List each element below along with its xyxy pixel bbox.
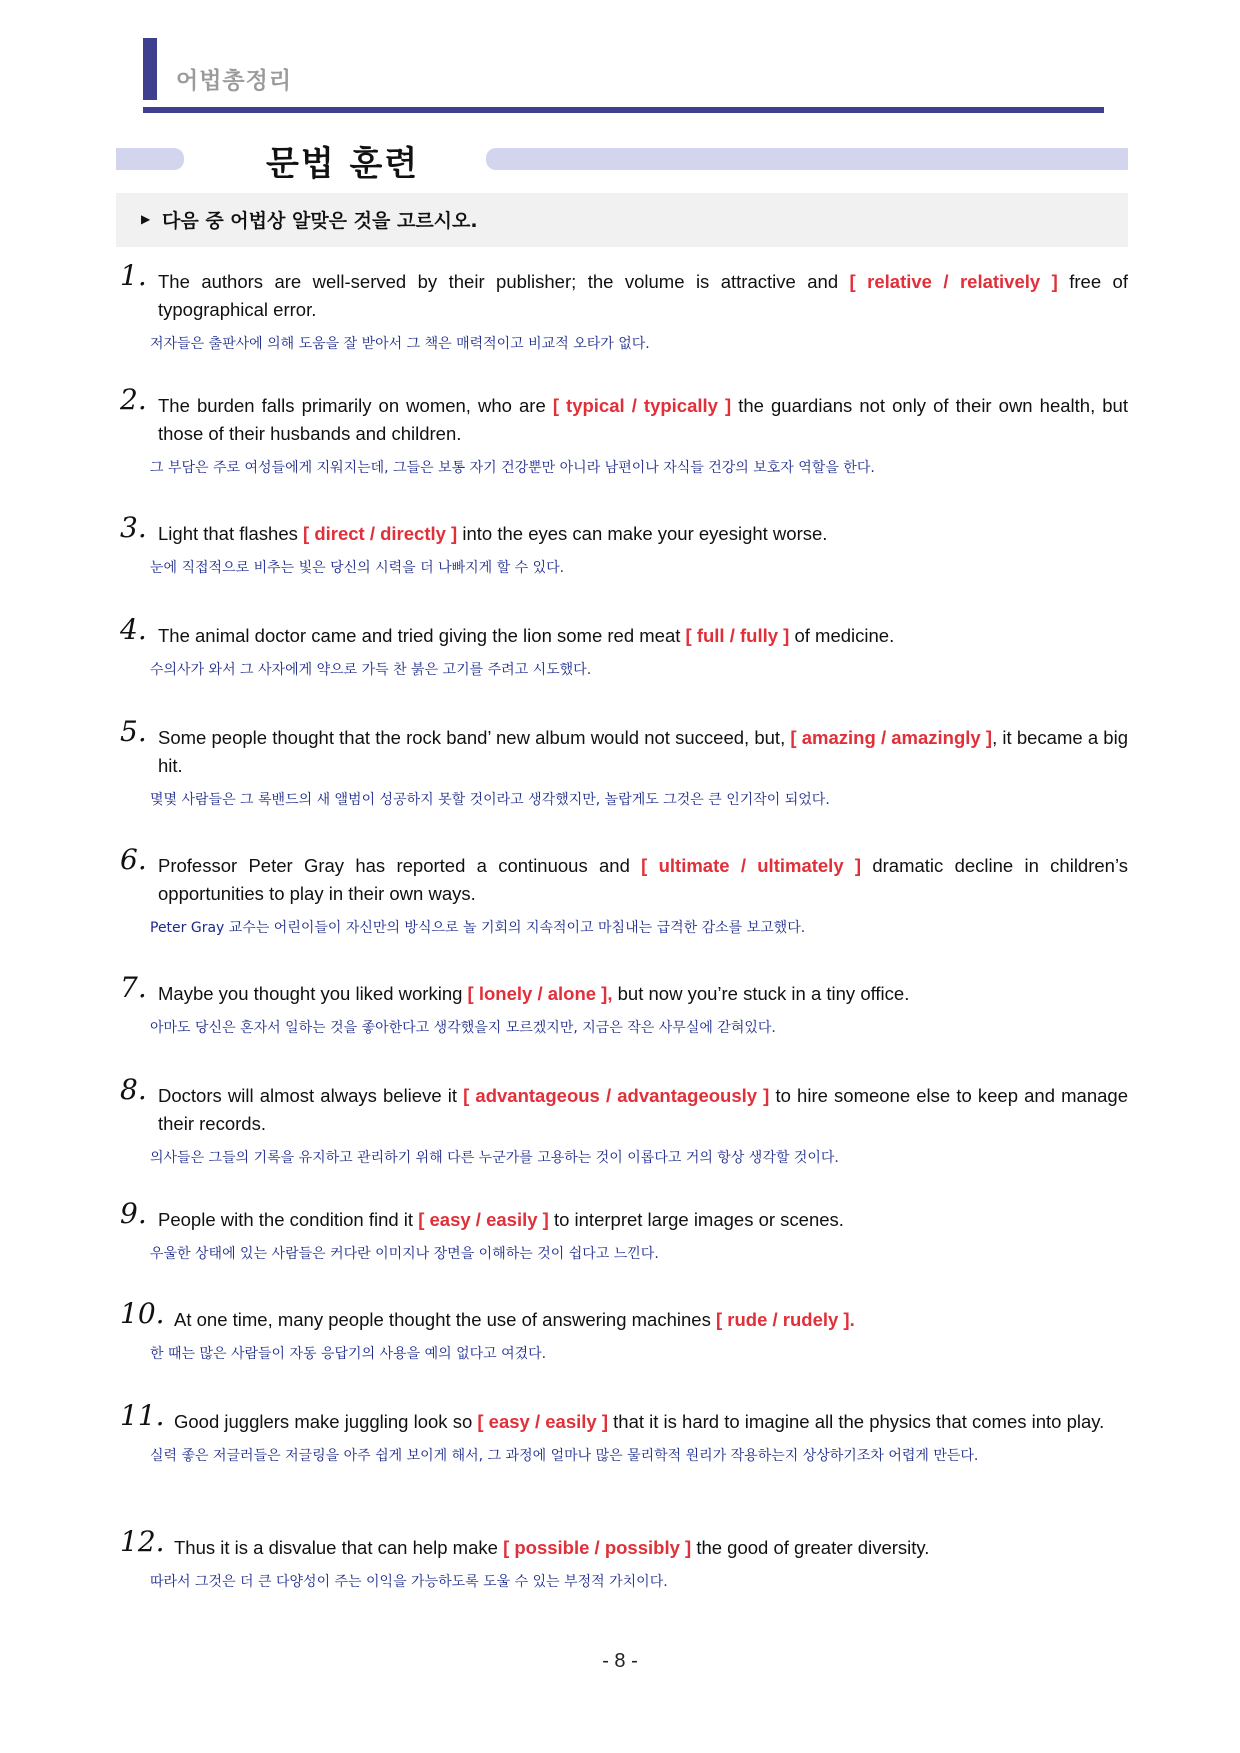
question-translation: 몇몇 사람들은 그 록밴드의 새 앨범이 성공하지 못할 것이라고 생각했지만, 놀랍게도 그것은 큰 인기작이 되었다. [150, 792, 830, 808]
question-translation: 한 때는 많은 사람들이 자동 응답기의 사용을 예의 없다고 여겼다. [150, 1346, 547, 1362]
question-number: 12. [120, 1525, 165, 1558]
answer-choice[interactable]: [ easy / easily ] [418, 1209, 549, 1230]
question-item [120, 259, 1128, 353]
question-translation: Peter Gray 교수는 어린이들이 자신만의 방식으로 놀 기회의 지속적이고 마침내는 급격한 감소를 보고했다. [150, 920, 806, 936]
question-item [120, 1399, 1128, 1465]
question-sentence: The animal doctor came and tried giving the lion some red meat [ full / fully ] of medicine. [158, 625, 895, 646]
answer-choice[interactable]: [ lonely / alone ], [467, 983, 613, 1004]
answer-choice[interactable]: [ ultimate / ultimately ] [641, 855, 862, 876]
answer-choice[interactable]: [ rude / rudely ]. [715, 1309, 855, 1330]
question-number: 5. [120, 715, 147, 748]
question-item [120, 613, 1128, 679]
question-sentence: The burden falls primarily on women, who are [ typical / typically ] the guardians not only of their own health, but those of their husbands and children. [158, 395, 1128, 444]
question-number: 6. [120, 843, 147, 876]
question-number: 4. [120, 613, 147, 646]
question-sentence: Some people thought that the rock band’ new album would not succeed, but, [ amazing / amazingly ], it became a big hit. [158, 727, 1128, 776]
question-number: 11. [120, 1399, 165, 1432]
header-rule [143, 107, 1104, 113]
answer-choice[interactable]: [ typical / typically ] [552, 395, 732, 416]
answer-choice[interactable]: [ full / fully ] [685, 625, 790, 646]
question-sentence: Doctors will almost always believe it [ advantageous / advantageously ] to hire someone else to keep and manage their records. [158, 1085, 1128, 1134]
question-sentence: Thus it is a disvalue that can help make [ possible / possibly ] the good of greater diversity. [174, 1537, 930, 1558]
question-number: 3. [120, 511, 147, 544]
answer-choice[interactable]: [ direct / directly ] [303, 523, 458, 544]
question-item [120, 1297, 1128, 1363]
question-translation: 저자들은 출판사에 의해 도움을 잘 받아서 그 책은 매력적이고 비교적 오타가 없다. [150, 336, 650, 352]
question-item [120, 1525, 1128, 1591]
question-sentence: Good jugglers make juggling look so [ easy / easily ] that it is hard to imagine all the physics that comes into play. [174, 1411, 1105, 1432]
question-number: 8. [120, 1073, 147, 1106]
question-sentence: At one time, many people thought the use of answering machines [ rude / rudely ]. [174, 1309, 855, 1330]
question-sentence: The authors are well-served by their publisher; the volume is attractive and [ relative / relatively ] free of typographical error. [158, 271, 1128, 320]
answer-choice[interactable]: [ possible / possibly ] [503, 1537, 692, 1558]
triangle-bullet-icon: ▶ [141, 212, 151, 226]
question-item [120, 511, 1128, 577]
question-item [120, 843, 1128, 937]
question-translation: 우울한 상태에 있는 사람들은 커다란 이미지나 장면을 이해하는 것이 쉽다고 느낀다. [150, 1246, 659, 1262]
question-sentence: Maybe you thought you liked working [ lonely / alone ], but now you’re stuck in a tiny office. [158, 983, 910, 1004]
question-sentence: People with the condition find it [ easy / easily ] to interpret large images or scenes. [158, 1209, 844, 1230]
section-title: 문법 훈련 [266, 144, 420, 184]
question-sentence: Light that flashes [ direct / directly ] into the eyes can make your eyesight worse. [158, 523, 828, 544]
page-number: - 8 - [602, 1650, 638, 1672]
question-number: 1. [120, 259, 147, 292]
header-accent-bar [143, 38, 157, 100]
question-translation: 수의사가 와서 그 사자에게 약으로 가득 찬 붉은 고기를 주려고 시도했다. [150, 662, 592, 678]
answer-choice[interactable]: [ easy / easily ] [477, 1411, 608, 1432]
title-band-left [116, 148, 184, 170]
title-band-right [486, 148, 1128, 170]
question-translation: 실력 좋은 저글러들은 저글링을 아주 쉽게 보이게 해서, 그 과정에 얼마나 많은 물리학적 원리가 작용하는지 상상하기조차 어렵게 만든다. [150, 1448, 979, 1464]
question-item [120, 1197, 1128, 1263]
question-translation: 의사들은 그들의 기록을 유지하고 관리하기 위해 다른 누군가를 고용하는 것이 이롭다고 거의 항상 생각할 것이다. [150, 1150, 839, 1166]
instruction-text: 다음 중 어법상 알맞은 것을 고르시오. [162, 210, 478, 232]
answer-choice[interactable]: [ advantageous / advantageously ] [463, 1085, 770, 1106]
question-translation: 따라서 그것은 더 큰 다양성이 주는 이익을 가능하도록 도울 수 있는 부정적 가치이다. [150, 1574, 668, 1590]
question-item [120, 383, 1128, 477]
answer-choice[interactable]: [ amazing / amazingly ] [790, 727, 993, 748]
question-item [120, 715, 1128, 809]
question-number: 9. [120, 1197, 147, 1230]
question-sentence: Professor Peter Gray has reported a continuous and [ ultimate / ultimately ] dramatic decline in children’s opportunities to play in their own ways. [158, 855, 1128, 904]
question-number: 2. [120, 383, 147, 416]
question-number: 10. [120, 1297, 165, 1330]
question-translation: 눈에 직접적으로 비추는 빛은 당신의 시력을 더 나빠지게 할 수 있다. [150, 560, 565, 576]
question-item [120, 1073, 1128, 1167]
question-translation: 아마도 당신은 혼자서 일하는 것을 좋아한다고 생각했을지 모르겠지만, 지금은 작은 사무실에 갇혀있다. [150, 1020, 776, 1036]
answer-choice[interactable]: [ relative / relatively ] [849, 271, 1058, 292]
question-number: 7. [120, 971, 147, 1004]
question-translation: 그 부담은 주로 여성들에게 지워지는데, 그들은 보통 자기 건강뿐만 아니라 남편이나 자식들 건강의 보호자 역할을 한다. [150, 460, 875, 476]
header-label: 어법총정리 [176, 68, 293, 94]
question-item [120, 971, 1128, 1037]
